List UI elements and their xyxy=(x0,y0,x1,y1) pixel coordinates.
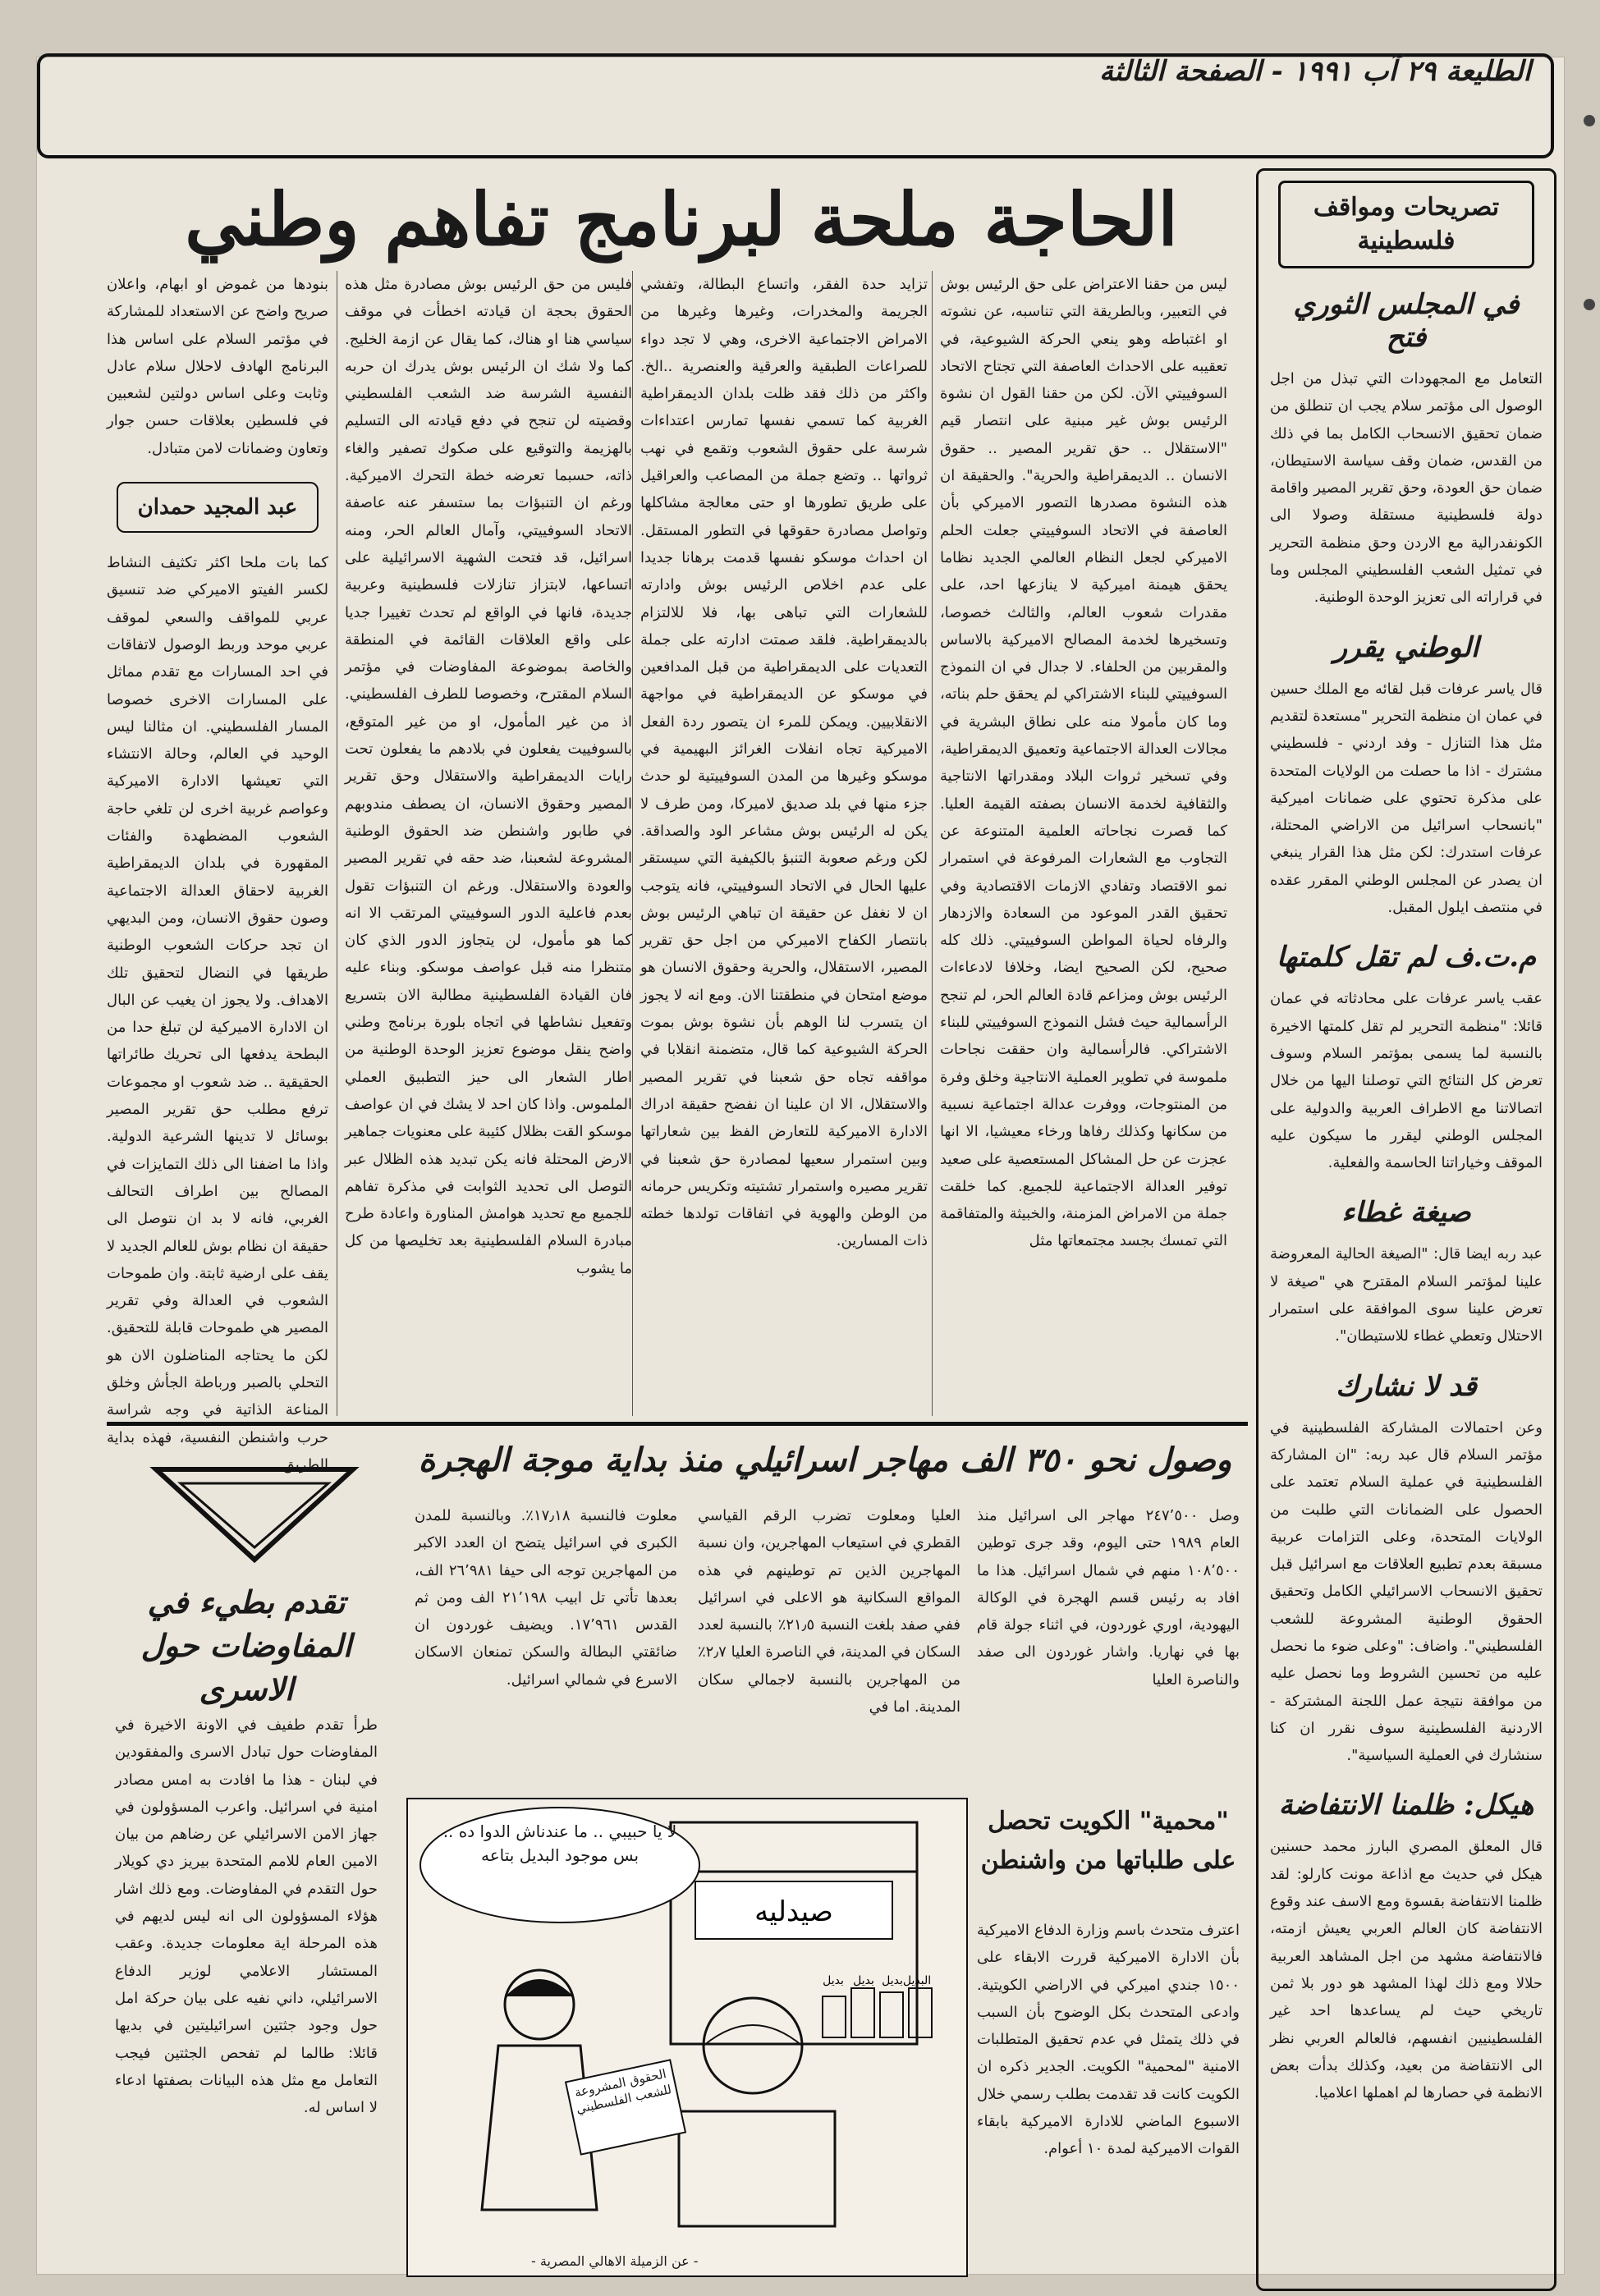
triangle-ornament xyxy=(152,1465,357,1564)
sidebar-section-title: م.ت.ف لم تقل كلمتها xyxy=(1276,941,1537,974)
article-text: بنودها من غموض او ابهام، واعلان صريح واضح عن الاستعداد للمشاركة في مؤتمر السلام على اساس هذا البرنامج الهادف لاحلال سلام عادل وثابت وعلى اساس دولتين لشعبين في فلسطين بعلاقات حسن جوار وتعاون وضمانات لامن متبادل. xyxy=(107,276,328,457)
article-text: تزايد حدة الفقر، واتساع البطالة، وتفشي الجريمة والمخدرات، وغيرها وغيرها من الامراض الاجتماعية الاخرى، وهي لا تجد دواء للصراعات الطبقية والعرقية والعنصرية ..الخ. واكثر من ذلك فقد ظلت بلدان الديمقراطية الغربية كما تسمي نفسها تمارس اعتداءات شرسة على حقوق الشعوب وتقمع في نهب ثرواتها .. وتضع جملة من المصاعب والعراقيل على طريق تطورها او حتى معالجة مشاكلها وتواصل مصادرة حقوقها في التطور المستقل. ان احداث موسكو نفسها قدمت برهانا جديدا على عدم اخلاص الرئيس بوش وادارته للشعارات التي تباهى بها، فلا للالتزام بالديمقراطية. فلقد صمتت ادارته على جملة التعديات على الديمقراطية من قبل المدافعين في موسكو عن الديمقراطية في مواجهة الانقلابيين. ويمكن للمرء ان يتصور ردة الفعل الاميركية تجاه انفلات الغرائز البهيمية في موسكو وغيرها من المدن السوفييتية لو حدث جزء منها في بلد صديق لاميركا، ومن طرف لا يكن له الرئيس بوش مشاعر الود والصداقة. لكن ورغم صعوبة التنبؤ بالكيفية التي سيستقر عليها الحال في الاتحاد السوفييتي، فانه يتوجب ان لا نغفل عن حقيقة ان تباهي الرئيس بوش بانتصار الكفاح الاميركي من اجل حق تقرير المصير، الاستقلال، والحرية وحقوق الانسان هو موضع امتحان في منطقتنا الان. ومع انه لا يجوز ان يتسرب لنا الوهم بأن نشوة بوش بموت الحركة الشيوعية كما قال، متضمنة انقلابا في مواقفه تجاه حق شعبنا في تقرير المصير والاستقلال، الا ان علينا ان نفضح حقيقة ادراك الادارة الاميركية للتعارض الفظ بين شعاراتها وبين استمرار سعيها لمصادرة حق شعبنا في تقرير مصيره واستمرار تشتيته وتكريس حرمانه من الوطن والهوية في اتفاقات تولدها خطته ذات المسارين. xyxy=(640,276,928,1250)
kuwait-story-body xyxy=(977,1917,1240,2262)
column-divider xyxy=(632,271,633,1416)
cartoon-speech: لا يا حبيبي .. ما عندناش الدوا ده .. بس موجود البديل بتاعه xyxy=(442,1822,677,1865)
sidebar-section-title: صيغة غطاء xyxy=(1341,1196,1471,1230)
sidebar-section-text: التعامل مع المجهودات التي تبذل من اجل الوصول الى مؤتمر سلام يجب ان تنطلق من ضمان تحقيق الانسحاب الكامل بما في ذلك من القدس، ضمان وقف سياسة الاستيطان، ضمان حق العودة، وحق تقرير المصير واقامة دولة فلسطينية مستقلة وصولا الى الكونفدرالية مع الاردن وحق منظمة التحرير في تمثيل الشعب الفلسطيني المجلس وما في قراراته الى تعزيز الوحدة الوطنية. xyxy=(1270,370,1543,607)
sidebar-section-text: عقب ياسر عرفات على محادثاته في عمان قائلا: "منظمة التحرير لم تقل كلمتها الاخيرة بالنسبة لما يسمى بمؤتمر السلام وسوف تعرض كل النتائج التي توصلنا اليها من خلال اتصالاتنا مع الاطراف العربية والدولية على المجلس الوطني ليقرر ما سيكون عليه الموقف وخياراتنا الحاسمة والفعلية. xyxy=(1270,990,1543,1172)
article-text: ليس من حقنا الاعتراض على حق الرئيس بوش في التعبير، وبالطريقة التي تناسبه، عن نشوته او اغتباطه وهو ينعي الحركة الشيوعية، في تعقيبه على الاحداث العاصفة التي تجتاح الاتحاد السوفييتي الآن. لكن من حقنا القول ان نشوة الرئيس بوش غير مبنية على انتصار قيم "الاستقلال .. حق تقرير المصير .. حقوق الانسان .. الديمقراطية والحرية". والحقيقة ان هذه النشوة مصدرها التصور الاميركي بأن العاصفة في الاتحاد السوفييتي جعلت الحلم الاميركي لجعل النظام العالمي الجديد نظاما يحقق هيمنة اميركية لا ينازعها احد، على مقدرات شعوب العالم، والثالث خصوصا، وتسخيرها لخدمة المصالح الاميركية بالاساس والمقربين من الحلفاء. لا جدال في ان النموذج السوفييتي للبناء الاشتراكي لم يحقق حلم بناته، وما كان مأمولا منه على نطاق البشرية في مجالات العدالة الاجتماعية وتعميق الديمقراطية، وفي تسخير ثروات البلاد ومقدراتها الانتاجية والثقافية لخدمة الانسان بصفته القيمة العليا. كما قصرت نجاحاته العلمية المتنوعة عن التجاوب مع الشعارات المرفوعة في استمرار نمو الاقتصاد وتفادي الازمات الاقتصادية وفي تحقيق القدر الموعود من السعادة والازدهار والرفاه لحياة المواطن السوفييتي. ذلك كله صحيح، لكن الصحيح ايضا، وخلافا لادعاءات الرئيس بوش ومزاعم قادة العالم الحر، لم تنجح الرأسمالية حيث فشل النموذج السوفييتي للبناء الاشتراكي. فالرأسمالية وان حققت نجاحات ملموسة في تطوير العملية الانتاجية وخلق وفرة من المنتوجات، ووفرت عدالة اجتماعية نسبية من سكانها وكذلك رفاها ورخاء معيشيا، الا انها عجزت عن حل المشاكل المستعصية على صعيد توفير العدالة الاجتماعية للجميع. كما خلقت جملة من الامراض المزمنة، والخبيثة والمتفاقمة التي تمسك بجسد مجتمعاتها مثل xyxy=(940,276,1227,1250)
sidebar-section xyxy=(1258,1789,1554,2106)
shelf-label: بديل xyxy=(882,1974,903,1987)
section-divider xyxy=(107,1422,1248,1426)
immigration-story-column xyxy=(698,1502,960,1790)
article-column-1 xyxy=(940,271,1227,1412)
sidebar-section-title: في المجلس الثوري فتح xyxy=(1293,288,1520,354)
story-text: معلوت فالنسبة ١٧٫١٨٪. وبالنسبة للمدن الكبرى في اسرائيل يتضح ان العدد الاكبر من المهاجرين توجه الى حيفا ٢٦٬٩٨١ الف، بعدها تأتي تل ابيب ٢١٬١٩٨ الف ومن ثم القدس ١٧٬٩٦١. ويضيف غوردون ان ضائقتي البطالة والسكن تمنعان الاسكان الاسرع في شمالي اسرائيل. xyxy=(415,1507,677,1689)
binder-hole xyxy=(1584,299,1595,310)
statements-sidebar xyxy=(1256,168,1556,2291)
main-headline: الحاجة ملحة لبرنامج تفاهم وطني xyxy=(185,176,1178,262)
sidebar-section xyxy=(1258,631,1554,922)
immigration-story-title: وصول نحو ٣٥٠ الف مهاجر اسرائيلي منذ بداية موجة الهجرة xyxy=(418,1441,1232,1479)
immigration-story-column xyxy=(415,1502,677,1790)
article-text: كما بات ملحا اكثر تكثيف النشاط لكسر الفيتو الاميركي ضد تنسيق عربي للمواقف والسعي لموقف عربي موحد وربط الوصول لاتفاقات في احد المسارات مع تقدم مماثل على المسارات الاخرى خصوصا المسار الفلسطيني. ان مثالنا ليس الوحيد في العالم، وحالة الانتشاء التي تعيشها الادارة الاميركية وعواصم غربية اخرى لن تلغي حاجة الشعوب المضطهدة والفئات المقهورة في بلدان الديمقراطية الغربية لاحقاق العدالة الاجتماعية وصون حقوق الانسان، ومن البديهي ان تجد حركات الشعوب الوطنية طريقها في النضال لتحقيق تلك الاهداف. ولا يجوز ان يغيب عن البال ان الادارة الاميركية لن تبلغ حدا من البطحة يدفعها الى تحريك طائراتها الحقيقية .. ضد شعوب او مجموعات ترفع مطلب حق تقرير المصير بوسائل لا تدينها الشرعية الدولية. واذا ما اضفنا الى ذلك التمايزات في المصالح بين اطراف التحالف الغربي، فانه لا بد ان نتوصل الى حقيقة ان نظام بوش للعالم الجديد لا يقف على ارضية ثابتة. وان طموحات الشعوب في العدالة وفي تقرير المصير هي طموحات قابلة للتحقيق. لكن ما يحتاجه المناضلون الان هو التحلي بالصبر ورباطة الجأش وخلق المناعة الذاتية في وجه شراسة حرب واشنطن النفسية، فهذه بداية الطريق. xyxy=(107,554,328,1473)
sidebar-section-title: الوطني يقرر xyxy=(1333,630,1479,664)
prisoners-story-body xyxy=(115,1712,378,2270)
shelf-label: بديل xyxy=(823,1974,844,1987)
sidebar-section-text: قال المعلق المصري البارز محمد حسنين هيكل في حديث مع اذاعة مونت كارلو: لقد ظلمنا الانتفاضة بقسوة ومع الاسف عند وقوع الانتفاضة كان العالم العربي يعيش ازمته، فالانتفاضة مشهد من اجل المشاهد العربية حلالا ومع ذلك لهذا المشهد هو دور بلا ثمن تاريخي حيث لم يساعدها احد غير الفلسطينيين انفسهم، فالعالم العربي نظر الى الانتفاضة من بعيد، وكذلك بدأت بعض الانظمة في حصارها لم اهملها اعلاميا. xyxy=(1270,1838,1543,2102)
sidebar-header: تصريحات ومواقف فلسطينية xyxy=(1278,181,1534,268)
binder-hole xyxy=(1584,115,1595,126)
column-divider xyxy=(932,271,933,1416)
cartoon-document: الحقوق المشروعة للشعب الفلسطيني xyxy=(573,2066,673,2117)
sidebar-section-text: قال ياسر عرفات قبل لقائه مع الملك حسين في عمان ان منظمة التحرير "مستعدة لتقديم مثل هذا التنازل - وفد اردني - فلسطيني مشترك - اذا ما حصلت من الولايات المتحدة على مذكرة تحتوي على ضمانات اميركية "بانسحاب اسرائيل من الاراضي المحتلة، عرفات استدرك: لكن مثل هذا القرار ينبغي ان يصدر عن المجلس الوطني المقرر عقده في منتصف ايلول المقبل. xyxy=(1270,680,1543,917)
article-text: فليس من حق الرئيس بوش مصادرة مثل هذه الحقوق بحجة ان قيادته اخطأت في موقف سياسي هنا او هناك، كما يقال عن ازمة الخليج. كما ولا شك ان الرئيس بوش يدرك ان حربه النفسية الشرسة ضد الشعب الفلسطيني وقضيته لن تنجح في دفع قيادته الى التسليم بالهزيمة والتوقيع على صكوك تصفير والغاء ذاته، حسبما تعرضه خطة التحرك الاميركية. ورغم ان التنبؤات بما ستسفر عنه عاصفة الاتحاد السوفييتي، وآمال العالم الحر، ومنه اسرائيل، قد فتحت الشهية الاسرائيلية على اتساعها، لابتزاز تنازلات فلسطينية وعربية جديدة، فانها في الواقع لم تحدث تغييرا جديا على واقع العلاقات القائمة في المنطقة والخاصة بموضوعة المفاوضات في مؤتمر السلام المقترح، وخصوصا للطرف الفلسطيني. اذ من غير المأمول، او من غير المتوقع، بالسوفييت يفعلون في بلادهم ما يفعلون تحت رايات الديمقراطية والاستقلال وحق تقرير المصير وحقوق الانسان، ان يصطف مندوبهم في طابور واشنطن ضد الحقوق الوطنية المشروعة لشعبنا، ضد حقه في تقرير المصير والعودة والاستقلال. ورغم ان التنبؤات تقول بعدم فاعلية الدور السوفييتي المرتقب الا انه كما هو مأمول، لن يتجاوز الدور الذي كان متنظرا منه قبل عواصف موسكو. وبناء عليه فان القيادة الفلسطينية مطالبة الان بتسريع وتفعيل نشاطها في اتجاه بلورة برنامج وطني واضح ينقل موضوع تعزيز الوحدة الوطنية من اطار الشعار الى حيز التطبيق العملي الملموس. واذا كان احد لا يشك في ان عواصف موسكو القت بظلال كئيبة على معنويات جماهير الارض المحتلة فانه يكن تبديد هذه الظلال عبر التوصل الى تحديد الثوابت في مذكرة تفاهم للجميع مع تحديد هوامش المناورة واعادة طرح مبادرة السلام الفلسطينية بعد تخليصها من كل ما يشوب xyxy=(345,276,632,1277)
story-text: العليا ومعلوت تضرب الرقم القياسي القطري في استيعاب المهاجرين، وان نسبة المهاجرين الذين تم توطينهم في هذه المواقع السكانية هو الاعلى في اسرائيل ففي صفد بلغت النسبة ٢١٫٥٪ بالنسبة لعدد السكان في المدينة، في الناصرة العليا ٢٫٧٪ من المهاجرين بالنسبة لاجمالي سكان المدينة. اما في xyxy=(698,1507,961,1716)
story-text: طرأ تقدم طفيف في الاونة الاخيرة في المفاوضات حول تبادل الاسرى والمفقودين في لبنان - هذا ما افادت به امس مصادر امنية في اسرائيل. واعرب المسؤولون في جهاز الامن الاسرائيلي عن رضاهم من بيان الامين العام للامم المتحدة بيريز دي كويلار حول التقدم في المفاوضات. ومع ذلك اشار هؤلاء المسؤولون الى انه ليس لديهم في هذه المرحلة اية معلومات جديدة. وعقب المستشار الاعلامي لوزير الدفاع الاسرائيلي، داني نفيه على بيان حركة امل حول وجود جثتين اسرائيليتين في بديها قائلا: طالما لم تفحص الجثتين فيجب التعامل مع مثل هذه البيانات بصفتها ادعاء لا اساس له. xyxy=(115,1716,378,2117)
sidebar-section xyxy=(1258,941,1554,1176)
sidebar-section-text: عبد ربه ايضا قال: "الصيغة الحالية المعروضة علينا لمؤتمر السلام المقترح هي "صيغة لا تعرض علينا سوى الموافقة على استمرار الاحتلال وتعطي غطاء للاستيطان". xyxy=(1270,1245,1543,1345)
immigration-story-column xyxy=(977,1502,1240,1790)
shelf-label: بديل xyxy=(853,1974,874,1987)
sidebar-section-text: وعن احتمالات المشاركة الفلسطينية في مؤتمر السلام قال عبد ربه: "ان المشاركة الفلسطينية في عملية السلام تعتمد على الحصول على الضمانات التي طلبت من الولايات المتحدة، وعلى التزامات عربية مسبقة بعدم تطبيع العلاقات مع اسرائيل قبل تحقيق الانسحاب الاسرائيلي الكامل وتحقيق الحقوق الوطنية المشروعة للشعب الفلسطيني". واضاف: "وعلى ضوء ما نحصل عليه من تحسين الشروط وما نحصل عليه من موافقة نتيجة عمل اللجنة المشتركة - الاردنية الفلسطينية سوف نقرر ان كنا سنشارك في العملية السياسية". xyxy=(1270,1418,1543,1765)
sidebar-section-title: هيكل: ظلمنا الانتفاضة xyxy=(1278,1789,1534,1822)
shelf-label: البديل xyxy=(902,1974,932,1987)
prisoners-story-title: تقدم بطيء في المفاوضات حول الاسرى xyxy=(140,1583,352,1708)
story-text: وصل ٢٤٧٬٥٠٠ مهاجر الى اسرائيل منذ العام ١٩٨٩ حتى اليوم، وقد جرى توطين ١٠٨٬٥٠٠ منهم في شمال اسرائيل. هذا ما افاد به رئيس قسم الهجرة في الوكالة اليهودية، اوري غوردون، في اثناء جولة قام بها في نهاريا. واشار غوردون الى صفد والناصرة العليا xyxy=(977,1507,1240,1689)
cartoon-drawing xyxy=(408,1799,966,2275)
pharmacy-cartoon xyxy=(406,1798,968,2277)
article-column-3 xyxy=(345,271,632,1412)
kuwait-story-title: "محمية" الكويت تحصل على طلباتها من واشنطن xyxy=(980,1807,1236,1875)
story-text: اعترف متحدث باسم وزارة الدفاع الاميركية بأن الادارة الاميركية قررت الابقاء على ١٥٠٠ جندي اميركي في الاراضي الكويتية. وادعى المتحدث بكل الوضوح بأن السبب في ذلك يتمثل في عدم تحقيق المتطلبات الامنية "لمحمية" الكويت. الجدير ذكره ان الكويت كانت قد تقدمت بطلب رسمي خلال الاسبوع الماضي للادارة الاميركية بابقاء القوات الاميركية لمدة ١٠ أعوام. xyxy=(977,1922,1240,2158)
page-header-bar xyxy=(37,53,1554,158)
sidebar-section-title: قد لا نشارك xyxy=(1336,1369,1477,1403)
page-header-label: الطليعة ٢٩ آب ١٩٩١ - الصفحة الثالثة xyxy=(1099,55,1531,88)
cartoon-credit: - عن الزميلة الاهالي المصرية - xyxy=(531,2253,699,2269)
sidebar-section xyxy=(1258,1370,1554,1770)
author-byline: عبد المجيد حمدان xyxy=(117,482,319,533)
binder-holes xyxy=(1579,115,1595,525)
sidebar-section xyxy=(1258,288,1554,612)
article-column-2 xyxy=(640,271,928,1412)
pharmacy-sign: صيدليه xyxy=(754,1895,833,1928)
sidebar-section xyxy=(1258,1196,1554,1350)
article-column-4 xyxy=(107,271,328,1473)
